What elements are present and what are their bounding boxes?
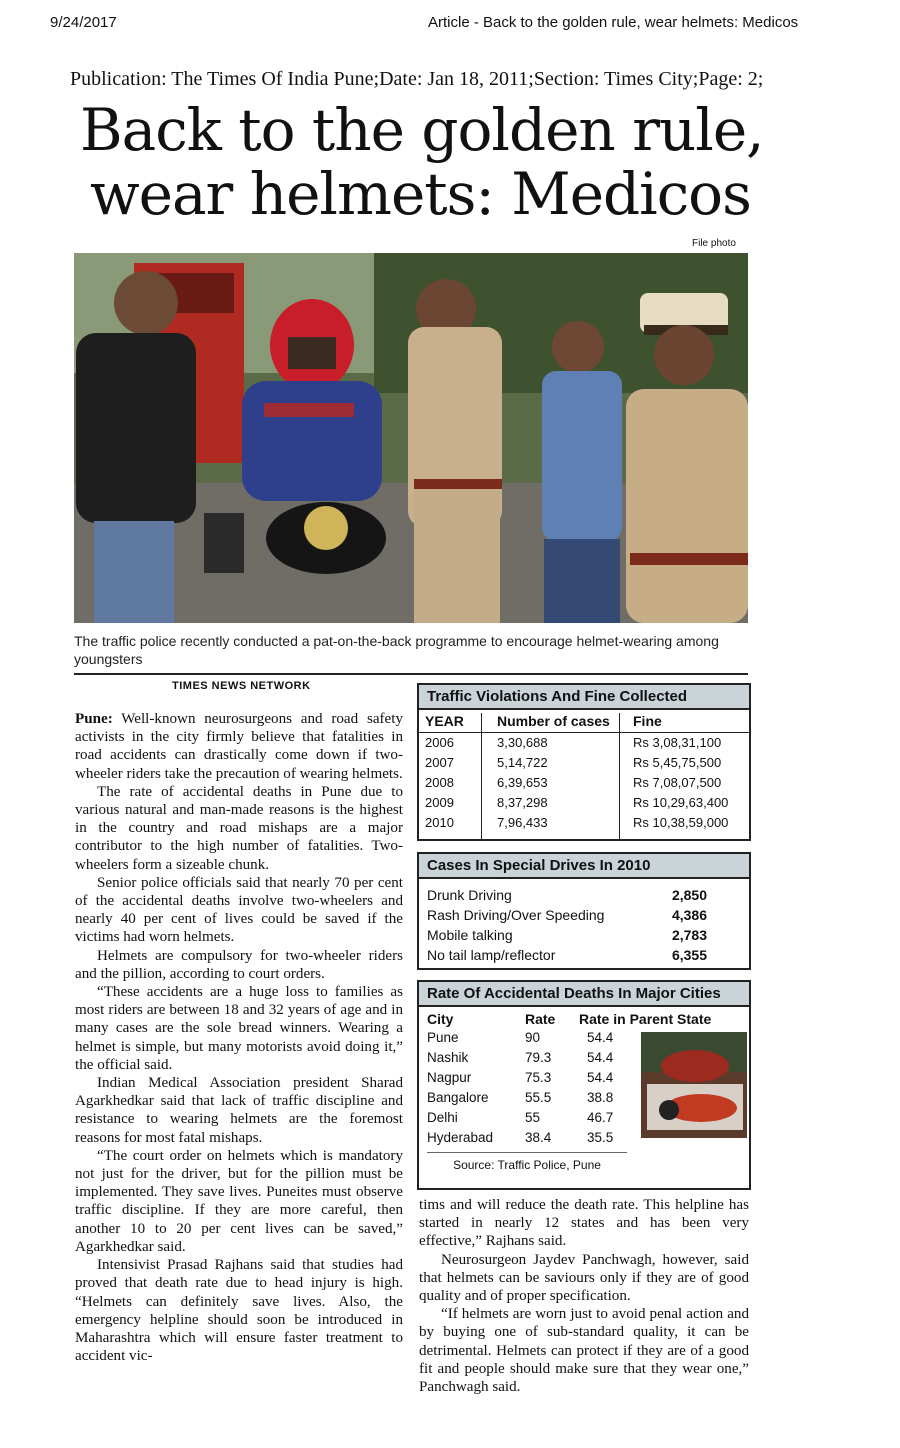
article-column-right bbox=[419, 1196, 749, 1396]
news-photo-illustration bbox=[74, 253, 748, 623]
table-row bbox=[419, 925, 749, 945]
dateline: Pune: bbox=[75, 711, 113, 727]
table-row bbox=[419, 793, 749, 813]
cell-year: 2006 bbox=[425, 735, 454, 750]
cell-state-rate: 46.7 bbox=[587, 1110, 614, 1125]
cell-fine: Rs 5,45,75,500 bbox=[633, 755, 722, 770]
cell-city: Pune bbox=[427, 1030, 459, 1045]
table-row bbox=[419, 753, 749, 773]
accident-photo bbox=[641, 1032, 747, 1138]
article-paragraph: Senior police officials said that nearly 70 per cent of the accidental deaths involve two-wheelers and nearly 40 per cent of lives could be saved if the victims had worn helmets. bbox=[75, 874, 403, 946]
article-paragraph: Indian Medical Association president Sharad Agarkhedkar said that lack of traffic discipline and resistance to wearing helmets are the foremost reasons for most fatal mishaps. bbox=[75, 1075, 403, 1146]
cell-rate: 38.4 bbox=[525, 1130, 552, 1145]
violations-table-title: Traffic Violations And Fine Collected bbox=[419, 685, 749, 710]
headline-line-1: Back to the golden rule, bbox=[80, 96, 764, 164]
cell-rate: 55.5 bbox=[525, 1090, 552, 1105]
table-row bbox=[419, 885, 749, 905]
print-title: Article - Back to the golden rule, wear helmets: Medicos bbox=[428, 14, 799, 31]
headline-line-2: wear helmets: Medicos bbox=[90, 160, 751, 228]
table-row bbox=[419, 773, 749, 793]
cell-city: Hyderabad bbox=[427, 1130, 494, 1145]
article-paragraph: The rate of accidental deaths in Pune due to various natural and man-made reasons is the highest in the country and road mishaps are a major contributor to the high number of fatalities. Two-wheelers form a sizeable chunk. bbox=[75, 783, 403, 873]
article-paragraph: Helmets are compulsory for two-wheeler riders and the pillion, according to court orders. bbox=[75, 947, 403, 982]
cell-state-rate: 35.5 bbox=[587, 1130, 614, 1145]
cell-city: Bangalore bbox=[427, 1090, 489, 1105]
drive-count: 4,386 bbox=[671, 907, 707, 923]
drive-label: Drunk Driving bbox=[427, 887, 512, 903]
article-paragraph bbox=[75, 710, 403, 783]
article-column-left bbox=[75, 710, 403, 1365]
table-row bbox=[419, 905, 749, 925]
publication-line: Publication: The Times Of India Pune;Date: Jan 18, 2011;Section: Times City;Page: 2; bbox=[70, 68, 764, 90]
cell-fine: Rs 3,08,31,100 bbox=[633, 735, 722, 750]
table-row bbox=[419, 945, 749, 965]
column-header: City bbox=[427, 1011, 454, 1027]
table-row bbox=[419, 733, 749, 753]
column-header: Rate bbox=[525, 1011, 556, 1027]
cell-state-rate: 54.4 bbox=[587, 1030, 614, 1045]
article-paragraph: “The court order on helmets which is mandatory not just for the driver, but for the pillion must be implemented. They save lives. Puneites must observe traffic discipline. If they are more careful, then another 10 to 20 per cent lives can be saved,” Agarkhedkar said. bbox=[75, 1147, 403, 1255]
cell-fine: Rs 10,38,59,000 bbox=[633, 815, 729, 830]
cell-fine: Rs 7,08,07,500 bbox=[633, 775, 722, 790]
special-drives-table bbox=[417, 852, 751, 970]
drive-count: 2,783 bbox=[671, 927, 707, 943]
special-drives-title: Cases In Special Drives In 2010 bbox=[419, 854, 749, 879]
article-paragraph: “These accidents are a huge loss to families as most riders are between 18 and 32 years of age and in many cases are the sole bread winners. Wearing a helmet is simple, but many motorists avoid doing it,” the official said. bbox=[75, 984, 403, 1073]
print-date: 9/24/2017 bbox=[50, 14, 117, 31]
article-paragraph: tims and will reduce the death rate. This helpline has started in nearly 12 states and has been very effective,” Rajhans said. bbox=[419, 1197, 749, 1250]
violations-table-header bbox=[419, 710, 749, 733]
table-row bbox=[419, 813, 749, 833]
cell-state-rate: 54.4 bbox=[587, 1050, 614, 1065]
cell-state-rate: 54.4 bbox=[587, 1070, 614, 1085]
cell-state-rate: 38.8 bbox=[587, 1090, 614, 1105]
cell-year: 2008 bbox=[425, 775, 454, 790]
photo-caption: The traffic police recently conducted a pat-on-the-back programme to encourage helmet-wearing among youngsters bbox=[74, 633, 719, 667]
divider bbox=[427, 1152, 627, 1153]
cell-cases: 3,30,688 bbox=[497, 735, 548, 750]
cell-year: 2009 bbox=[425, 795, 454, 810]
cell-year: 2010 bbox=[425, 815, 454, 830]
column-header: YEAR bbox=[425, 713, 464, 729]
drive-label: Rash Driving/Over Speeding bbox=[427, 907, 605, 923]
headline bbox=[80, 96, 764, 228]
article-paragraph: Intensivist Prasad Rajhans said that studies had proved that death rate due to head injury is high. “Helmets can definitely save lives. Also, the emergency helpline should soon be introduced in Maharashtra which will ensure faster treatment to accident vic- bbox=[75, 1257, 403, 1365]
cell-rate: 75.3 bbox=[525, 1070, 552, 1085]
column-header: Number of cases bbox=[497, 713, 610, 729]
divider bbox=[74, 673, 748, 675]
drive-label: Mobile talking bbox=[427, 927, 513, 943]
cell-city: Nagpur bbox=[427, 1070, 472, 1085]
byline: TIMES NEWS NETWORK bbox=[172, 680, 311, 692]
cell-cases: 7,96,433 bbox=[497, 815, 548, 830]
drive-count: 6,355 bbox=[671, 947, 707, 963]
cell-cases: 6,39,653 bbox=[497, 775, 548, 790]
cell-city: Nashik bbox=[427, 1050, 469, 1065]
cell-cases: 8,37,298 bbox=[497, 795, 548, 810]
paragraph-text: Well-known neurosurgeons and road safety activists in the city firmly believe that fatalities in road accidents can drastically come down if two-wheeler riders take the precaution of wearing helmets. bbox=[75, 711, 403, 782]
violations-table bbox=[417, 683, 751, 841]
column-header: Rate in Parent State bbox=[579, 1011, 712, 1027]
column-header: Fine bbox=[633, 713, 662, 729]
accidental-deaths-title: Rate Of Accidental Deaths In Major Cities bbox=[419, 982, 749, 1007]
cell-cases: 5,14,722 bbox=[497, 755, 548, 770]
cell-fine: Rs 10,29,63,400 bbox=[633, 795, 729, 810]
article-paragraph: Neurosurgeon Jaydev Panchwagh, however, said that helmets can be saviours only if they are of good quality and of proper specification. bbox=[419, 1251, 749, 1305]
accidental-deaths-table bbox=[417, 980, 751, 1190]
cell-year: 2007 bbox=[425, 755, 454, 770]
cell-rate: 79.3 bbox=[525, 1050, 552, 1065]
photo-credit: File photo bbox=[692, 238, 736, 249]
deaths-table-header bbox=[419, 1007, 749, 1029]
drive-label: No tail lamp/reflector bbox=[427, 947, 556, 963]
drive-count: 2,850 bbox=[671, 887, 707, 903]
news-photo bbox=[74, 253, 748, 623]
article-paragraph: “If helmets are worn just to avoid penal action and by buying one of sub-standard quality, it can be detrimental. Helmets can protect if they are of a good fit and people should make sure that they wear one,” Panchwagh said. bbox=[419, 1306, 749, 1396]
cell-city: Delhi bbox=[427, 1110, 458, 1125]
table-source: Source: Traffic Police, Pune bbox=[453, 1158, 601, 1172]
cell-rate: 55 bbox=[525, 1110, 541, 1125]
print-header bbox=[0, 14, 900, 36]
cell-rate: 90 bbox=[525, 1030, 541, 1045]
